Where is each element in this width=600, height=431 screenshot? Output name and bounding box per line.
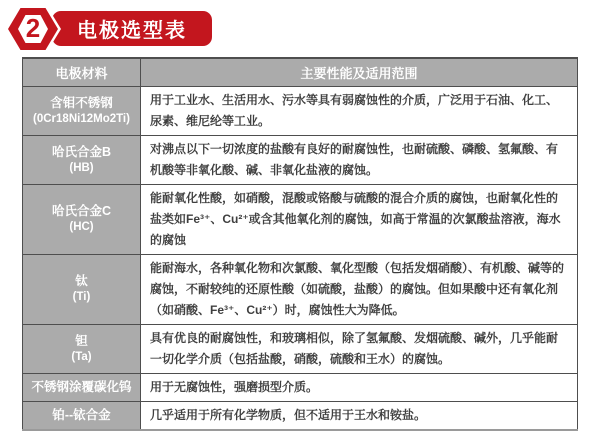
material-cell bbox=[23, 86, 141, 135]
material-name: 哈氏合金B bbox=[51, 144, 112, 159]
material-name: 钛 bbox=[75, 274, 88, 288]
badge-number: 2 bbox=[25, 13, 41, 43]
material-description: 对沸点以下一切浓度的盐酸有良好的耐腐蚀性，也耐硫酸、磷酸、氢氟酸、有机酸等非氧化酸、碱、非氧化盐液的腐蚀。 bbox=[141, 135, 578, 184]
material-grade: (Ta) bbox=[71, 350, 92, 363]
material-grade: (0Cr18Ni12Mo2Ti) bbox=[33, 112, 130, 125]
page-header bbox=[0, 0, 600, 57]
material-cell bbox=[23, 373, 141, 401]
material-cell bbox=[23, 184, 141, 254]
table-body bbox=[23, 86, 578, 430]
table-header-row bbox=[23, 58, 578, 86]
material-cell bbox=[23, 324, 141, 373]
material-description: 用于无腐蚀性，强磨损型介质。 bbox=[141, 373, 578, 401]
material-grade: (HC) bbox=[69, 221, 94, 233]
material-description: 几乎适用于所有化学物质，但不适用于王水和铵盐。 bbox=[141, 401, 578, 430]
title-banner bbox=[52, 11, 212, 46]
column-header-material: 电极材料 bbox=[23, 58, 141, 86]
table-row bbox=[23, 184, 578, 254]
material-cell bbox=[23, 401, 141, 430]
material-cell bbox=[23, 135, 141, 184]
number-badge bbox=[5, 6, 61, 52]
table-row bbox=[23, 373, 578, 401]
material-grade: (HB) bbox=[69, 161, 94, 174]
material-name: 铂--铱合金 bbox=[52, 408, 111, 422]
material-name: 不锈钢涂覆碳化钨 bbox=[31, 380, 132, 394]
material-description: 用于工业水、生活用水、污水等具有弱腐蚀性的介质，广泛用于石油、化工、尿素、维尼纶等工业。 bbox=[141, 86, 578, 135]
material-description: 具有优良的耐腐蚀性，和玻璃相似，除了氢氟酸、发烟硫酸、碱外，几乎能耐一切化学介质（包括盐酸，硝酸，硫酸和王水）的腐蚀。 bbox=[141, 324, 578, 373]
material-cell bbox=[23, 254, 141, 324]
table-row bbox=[23, 86, 578, 135]
page-title: 电极选型表 bbox=[77, 20, 187, 42]
table-row bbox=[23, 324, 578, 373]
material-description: 能耐氧化性酸，如硝酸，混酸或铬酸与硫酸的混合介质的腐蚀，也耐氧化性的盐类如Fe³⁺、Cu²⁺或含其他氧化剂的腐蚀，如高于常温的次氯酸盐溶液，海水的腐蚀 bbox=[141, 184, 578, 254]
material-grade: (Ti) bbox=[72, 291, 91, 303]
material-description: 能耐海水，各种氧化物和次氯酸、氧化型酸（包括发烟硝酸）、有机酸、碱等的腐蚀，不耐较纯的还原性酸（如硫酸，盐酸）的腐蚀。但如果酸中还有氧化剂（如硝酸、Fe³⁺、Cu²⁺）时，腐蚀性大为降低。 bbox=[141, 254, 578, 324]
material-name: 含钼不锈钢 bbox=[50, 95, 113, 110]
column-header-performance: 主要性能及适用范围 bbox=[141, 58, 578, 86]
table-row bbox=[23, 254, 578, 324]
table-row bbox=[23, 135, 578, 184]
material-name: 钽 bbox=[75, 333, 88, 348]
table-row bbox=[23, 401, 578, 430]
material-name: 哈氏合金C bbox=[51, 204, 112, 218]
electrode-selection-table bbox=[22, 57, 578, 431]
